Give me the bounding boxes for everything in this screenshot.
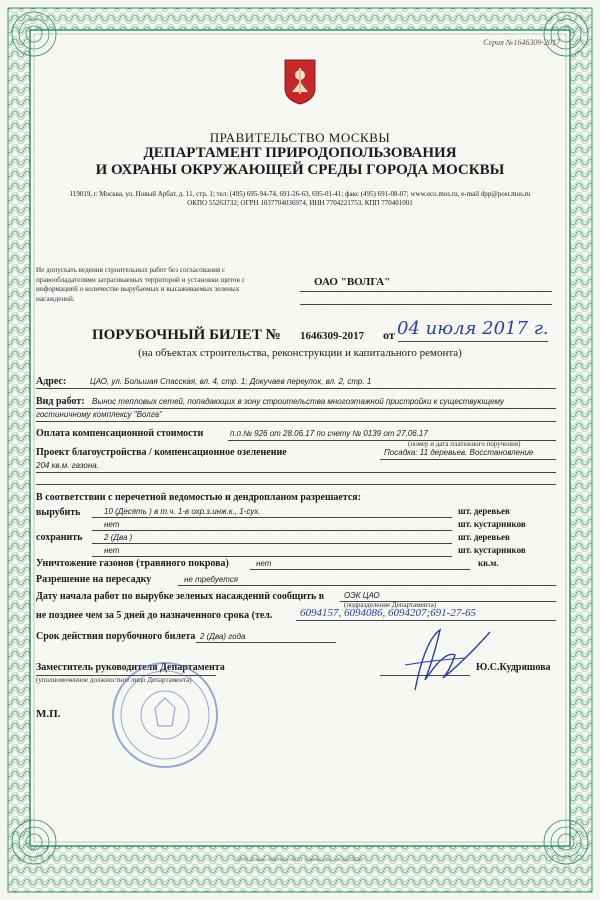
payment-hint: (номер и дата платежного поручения): [408, 440, 521, 448]
signatory-position-hint: (уполномоченное должностное лицо Департамента): [36, 676, 192, 684]
warning-note: Не допускать ведения строительных работ без согласования с правообладателями затрагиваемых территорий и установки щитов с информацией о количестве вырубаемых и высаживаемых зеленых насаждений.: [36, 266, 245, 303]
ticket-title: ПОРУБОЧНЫЙ БИЛЕТ №: [92, 327, 281, 343]
lawn-label: Уничтожение газонов (травяного покрова): [36, 558, 229, 569]
work-label: Вид работ:: [36, 396, 85, 407]
address-label: Адрес:: [36, 376, 67, 387]
start-value: ОЭК ЦАО: [344, 591, 380, 600]
permission-heading: В соответствии с перечетной ведомостью и дендропланом разрешается:: [36, 492, 362, 503]
payment-value: п.п.№ 926 от 28.06.17 по счету № 0139 от 27.06.17: [230, 429, 428, 438]
keep-label: сохранить: [36, 532, 83, 543]
seal-place-label: М.П.: [36, 708, 61, 720]
keep-shrubs-unit: шт. кустарников: [458, 545, 526, 555]
signatory-position: Заместитель руководителя Департамента: [36, 662, 225, 673]
ticket-number: 1646309-2017: [300, 330, 365, 342]
cut-trees-value: 10 (Десять ) в т.ч. 1-в охр.з.инж.к., 1-сух.: [104, 507, 261, 516]
cut-label: вырубить: [36, 507, 81, 518]
organization-name: ОАО "ВОЛГА": [314, 276, 391, 288]
start-label: Дату начала работ по вырубке зеленых насаждений сообщить в: [36, 591, 325, 602]
moscow-coat-of-arms-icon: [283, 58, 317, 106]
department-address: 119019, г. Москва, ул. Новый Арбат, д. 11, стр. 1; тел: (495) 695-94-74, 691-26-63, 695-01-41; факс (495) 691-08-07; www.eco.mos.ru, e-mail dpp@post.mos.ru: [69, 190, 531, 198]
project-label: Проект благоустройства / компенсационное озеленение: [36, 447, 287, 458]
department-title-line1: ДЕПАРТАМЕНТ ПРИРОДОПОЛЬЗОВАНИЯ: [143, 145, 457, 161]
department-registration: ОКПО 55263732; ОГРН 1037704036974, ИНН 7704221753, КПП 770401001: [187, 199, 413, 207]
validity-value: 2 (Два) года: [200, 632, 246, 641]
signatory-name: Ю.С.Кудряшова: [476, 662, 551, 673]
project-value-line1: Посадка: 11 деревьев. Восстановление: [384, 448, 534, 457]
cut-shrubs-unit: шт. кустарников: [458, 519, 526, 529]
handwritten-signature-icon: [395, 620, 495, 700]
cut-shrubs-value: нет: [104, 520, 120, 529]
validity-label: Срок действия порубочного билета: [36, 631, 196, 642]
department-title-line2: И ОХРАНЫ ОКРУЖАЮЩЕЙ СРЕДЫ ГОРОДА МОСКВЫ: [95, 162, 505, 178]
replant-value: не требуется: [184, 575, 239, 584]
lawn-value: нет: [256, 559, 272, 568]
deadline-phones: 6094157, 6094086, 6094207;691-27-65: [300, 607, 476, 619]
keep-trees-unit: шт. деревьев: [458, 532, 510, 542]
cut-trees-unit: шт. деревьев: [458, 506, 510, 516]
date-from-label: от: [383, 328, 395, 342]
keep-trees-value: 2 (Два ): [104, 533, 133, 542]
payment-label: Оплата компенсационной стоимости: [36, 428, 204, 439]
government-title: ПРАВИТЕЛЬСТВО МОСКВЫ: [209, 130, 391, 145]
serial-number: Серия №1646309-2017: [483, 38, 560, 47]
print-footer: ООО «Бланк» г.Москва, 2016 г. уровень «В», зак. № 226/02: [237, 858, 363, 863]
project-value-line2: 204 кв.м. газона.: [36, 461, 99, 470]
work-value-line2: гостиничному комплексу "Волга": [36, 410, 162, 419]
replant-label: Разрешение на пересадку: [36, 574, 152, 585]
keep-shrubs-value: нет: [104, 546, 120, 555]
work-value-line1: Вынос тепловых сетей, попадающих в зону строительства многоэтажной пристройки к существующему: [92, 397, 504, 406]
address-value: ЦАО, ул. Большая Спасская, вл. 4, стр. 1; Докучаев переулок, вл. 2, стр. 1: [90, 377, 372, 386]
lawn-unit: кв.м.: [478, 558, 499, 568]
ticket-subtitle: (на объектах строительства, реконструкции и капитального ремонта): [138, 347, 462, 359]
deadline-label: не позднее чем за 5 дней до назначенного срока (тел.: [36, 610, 273, 621]
official-stamp-icon: [110, 660, 220, 770]
ticket-date: 04 июля 2017 г.: [397, 318, 549, 339]
start-hint: (подразделение Департамента): [344, 601, 437, 609]
